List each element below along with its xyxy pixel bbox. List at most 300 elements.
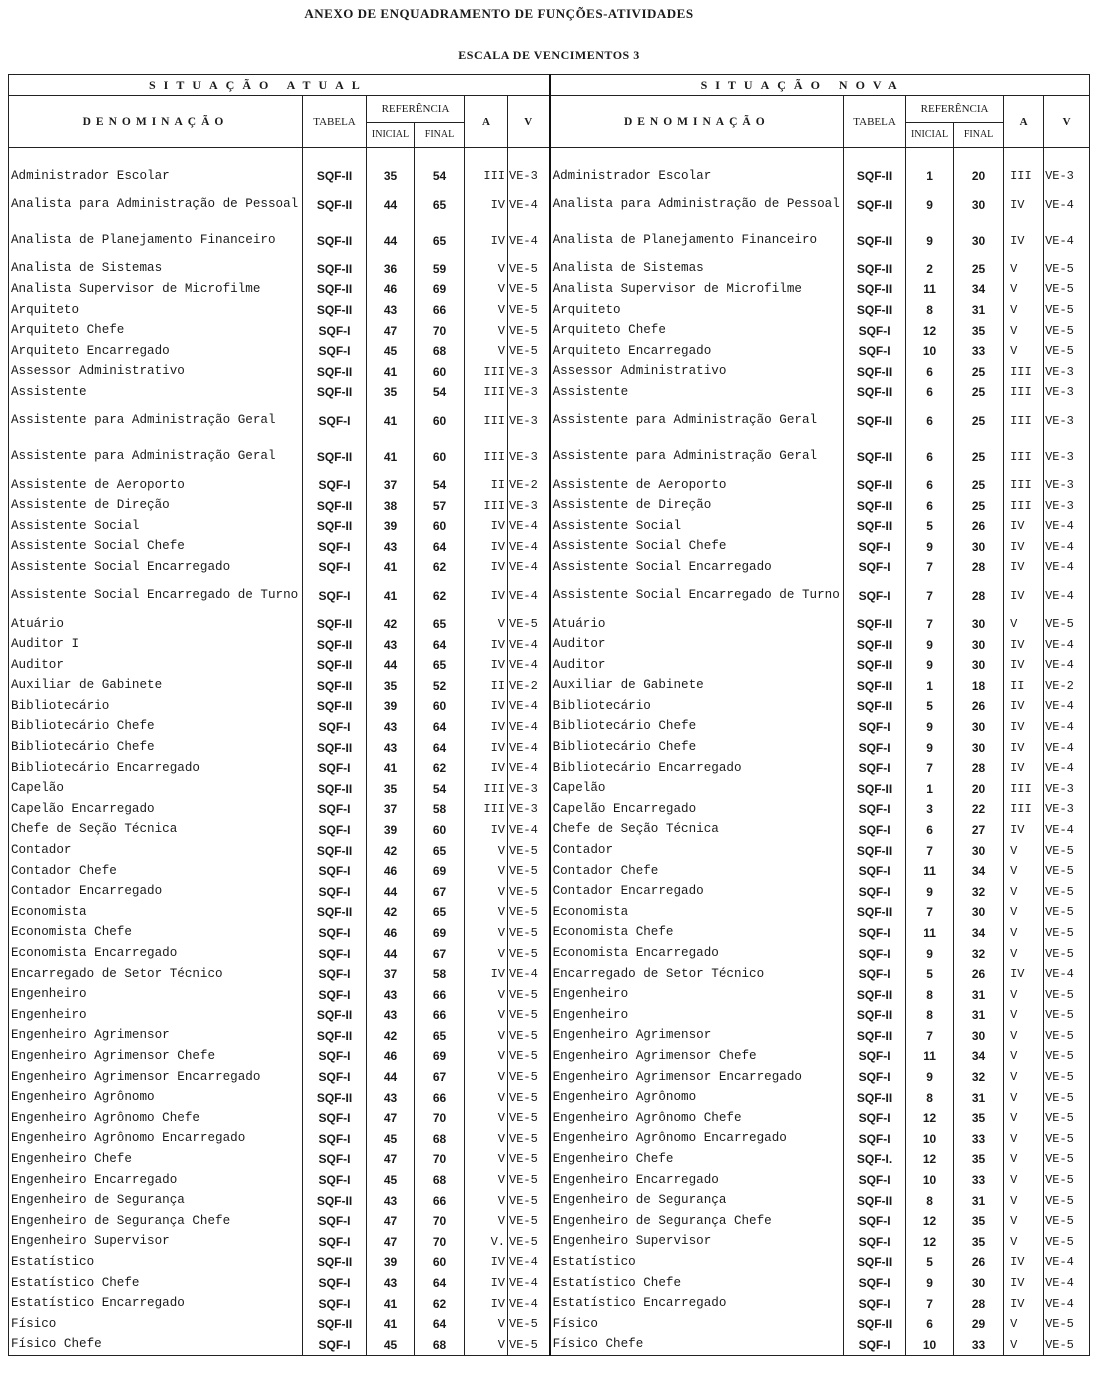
table-row (9, 1108, 1090, 1129)
cell-ref-final-new: 33 (954, 1335, 1004, 1356)
table-row (9, 382, 1090, 403)
cell-a-current: IV (465, 737, 508, 758)
cell-denominacao-new: Engenheiro de Segurança (550, 1190, 844, 1211)
table-row (9, 537, 1090, 558)
cell-tabela-new: SQF-II (844, 778, 906, 799)
cell-ref-inicial-new: 11 (906, 923, 954, 944)
cell-ref-final-new: 32 (954, 1067, 1004, 1088)
cell-ref-final-current: 69 (415, 279, 465, 300)
cell-v-new: VE-4 (1044, 223, 1090, 259)
cell-ref-final-current: 65 (415, 655, 465, 676)
cell-ref-final-current: 66 (415, 1190, 465, 1211)
cell-a-new: III (1004, 799, 1044, 820)
col-tabela-current: TABELA (303, 96, 367, 148)
cell-denominacao-new: Engenheiro Agrônomo Encarregado (550, 1129, 844, 1150)
cell-ref-final-current: 54 (415, 382, 465, 403)
cell-ref-inicial-new: 5 (906, 696, 954, 717)
cell-denominacao-current: Bibliotecário Encarregado (9, 758, 303, 779)
table-row (9, 578, 1090, 614)
cell-v-new: VE-4 (1044, 1252, 1090, 1273)
cell-a-current: III (465, 382, 508, 403)
cell-ref-inicial-current: 37 (367, 799, 415, 820)
cell-ref-final-current: 58 (415, 799, 465, 820)
cell-ref-final-current: 69 (415, 1046, 465, 1067)
cell-v-current: VE-3 (508, 778, 550, 799)
cell-v-current: VE-3 (508, 362, 550, 383)
cell-denominacao-current: Engenheiro Agrônomo Encarregado (9, 1129, 303, 1150)
cell-tabela-new: SQF-II (844, 439, 906, 475)
table-row (9, 778, 1090, 799)
cell-ref-inicial-new: 6 (906, 820, 954, 841)
cell-denominacao-new: Arquiteto Encarregado (550, 341, 844, 362)
cell-tabela-current: SQF-I (303, 799, 367, 820)
cell-ref-final-new: 35 (954, 320, 1004, 341)
cell-a-new: V (1004, 923, 1044, 944)
table-row (9, 1190, 1090, 1211)
cell-denominacao-current: Auditor (9, 655, 303, 676)
cell-ref-inicial-current: 41 (367, 403, 415, 439)
cell-ref-inicial-current: 45 (367, 341, 415, 362)
table-row (9, 758, 1090, 779)
cell-denominacao-current: Economista (9, 902, 303, 923)
cell-a-new: V (1004, 1335, 1044, 1356)
cell-ref-inicial-new: 9 (906, 634, 954, 655)
cell-tabela-new: SQF-II (844, 187, 906, 223)
cell-ref-inicial-current: 44 (367, 943, 415, 964)
cell-ref-inicial-new: 9 (906, 537, 954, 558)
cell-denominacao-new: Atuário (550, 614, 844, 635)
cell-ref-final-new: 25 (954, 495, 1004, 516)
cell-v-current: VE-5 (508, 923, 550, 944)
col-a-new: A (1004, 96, 1044, 148)
cell-tabela-current: SQF-II (303, 676, 367, 697)
cell-v-new: VE-5 (1044, 259, 1090, 280)
cell-v-current: VE-5 (508, 943, 550, 964)
cell-ref-final-new: 22 (954, 799, 1004, 820)
cell-ref-inicial-new: 12 (906, 1232, 954, 1253)
cell-tabela-new: SQF-I (844, 799, 906, 820)
cell-ref-final-new: 30 (954, 223, 1004, 259)
cell-tabela-current: SQF-I (303, 341, 367, 362)
cell-tabela-new: SQF-II (844, 1190, 906, 1211)
cell-a-current: V (465, 1087, 508, 1108)
cell-denominacao-current: Assistente de Direção (9, 495, 303, 516)
cell-tabela-current: SQF-I (303, 557, 367, 578)
cell-a-new: IV (1004, 557, 1044, 578)
cell-v-current: VE-4 (508, 557, 550, 578)
cell-denominacao-current: Engenheiro Supervisor (9, 1232, 303, 1253)
cell-tabela-current: SQF-II (303, 1005, 367, 1026)
cell-ref-final-current: 57 (415, 495, 465, 516)
cell-a-current: V (465, 984, 508, 1005)
cell-a-new: V (1004, 1005, 1044, 1026)
cell-denominacao-current: Engenheiro de Segurança (9, 1190, 303, 1211)
cell-v-new: VE-5 (1044, 1108, 1090, 1129)
cell-v-new: VE-3 (1044, 148, 1090, 187)
cell-ref-final-new: 33 (954, 341, 1004, 362)
cell-tabela-new: SQF-II (844, 279, 906, 300)
cell-ref-inicial-new: 6 (906, 439, 954, 475)
table-row (9, 439, 1090, 475)
cell-ref-inicial-new: 3 (906, 799, 954, 820)
cell-tabela-current: SQF-I (303, 1108, 367, 1129)
cell-ref-final-current: 70 (415, 320, 465, 341)
cell-a-current: III (465, 362, 508, 383)
cell-a-new: V (1004, 1190, 1044, 1211)
cell-ref-inicial-current: 38 (367, 495, 415, 516)
cell-ref-inicial-new: 1 (906, 778, 954, 799)
cell-a-new: IV (1004, 578, 1044, 614)
cell-tabela-new: SQF-I (844, 1067, 906, 1088)
cell-a-current: V (465, 923, 508, 944)
cell-ref-inicial-new: 9 (906, 655, 954, 676)
cell-ref-inicial-new: 9 (906, 223, 954, 259)
cell-v-new: VE-3 (1044, 382, 1090, 403)
cell-ref-final-current: 70 (415, 1149, 465, 1170)
cell-tabela-new: SQF-II (844, 362, 906, 383)
cell-a-current: V (465, 902, 508, 923)
cell-tabela-new: SQF-I (844, 537, 906, 558)
cell-ref-final-current: 60 (415, 696, 465, 717)
cell-ref-inicial-new: 10 (906, 1129, 954, 1150)
cell-ref-inicial-current: 43 (367, 984, 415, 1005)
cell-denominacao-current: Engenheiro Agrônomo (9, 1087, 303, 1108)
cell-tabela-new: SQF-II (844, 516, 906, 537)
cell-v-current: VE-3 (508, 495, 550, 516)
cell-ref-inicial-current: 42 (367, 902, 415, 923)
cell-v-new: VE-5 (1044, 861, 1090, 882)
cell-v-current: VE-5 (508, 861, 550, 882)
cell-ref-final-new: 25 (954, 439, 1004, 475)
cell-ref-inicial-current: 41 (367, 1293, 415, 1314)
cell-a-new: V (1004, 1211, 1044, 1232)
cell-ref-inicial-current: 43 (367, 1005, 415, 1026)
cell-tabela-new: SQF-II (844, 300, 906, 321)
cell-ref-inicial-new: 10 (906, 1170, 954, 1191)
cell-ref-final-new: 35 (954, 1149, 1004, 1170)
cell-v-current: VE-5 (508, 881, 550, 902)
cell-v-current: VE-3 (508, 382, 550, 403)
cell-denominacao-new: Engenheiro Agrimensor Encarregado (550, 1067, 844, 1088)
cell-a-current: V (465, 1108, 508, 1129)
cell-v-current: VE-5 (508, 902, 550, 923)
cell-v-new: VE-5 (1044, 1087, 1090, 1108)
cell-ref-inicial-current: 41 (367, 439, 415, 475)
enquadramento-table (8, 74, 1090, 1356)
cell-v-current: VE-4 (508, 1252, 550, 1273)
cell-v-new: VE-3 (1044, 799, 1090, 820)
cell-tabela-current: SQF-II (303, 516, 367, 537)
cell-ref-inicial-new: 9 (906, 1273, 954, 1294)
cell-denominacao-current: Arquiteto Chefe (9, 320, 303, 341)
cell-tabela-current: SQF-II (303, 1087, 367, 1108)
cell-denominacao-new: Engenheiro Agrimensor Chefe (550, 1046, 844, 1067)
cell-a-current: V (465, 943, 508, 964)
table-row (9, 1273, 1090, 1294)
cell-tabela-current: SQF-I (303, 1232, 367, 1253)
cell-ref-inicial-current: 35 (367, 676, 415, 697)
cell-denominacao-new: Assistente Social (550, 516, 844, 537)
cell-denominacao-new: Estatístico (550, 1252, 844, 1273)
cell-a-current: IV (465, 634, 508, 655)
cell-ref-inicial-new: 7 (906, 758, 954, 779)
cell-v-new: VE-5 (1044, 1149, 1090, 1170)
cell-tabela-new: SQF-I (844, 820, 906, 841)
cell-a-new: IV (1004, 223, 1044, 259)
table-row (9, 799, 1090, 820)
table-row (9, 820, 1090, 841)
cell-tabela-current: SQF-I (303, 1273, 367, 1294)
table-row (9, 1293, 1090, 1314)
cell-a-current: IV (465, 223, 508, 259)
cell-ref-final-current: 58 (415, 964, 465, 985)
cell-v-current: VE-3 (508, 799, 550, 820)
cell-ref-inicial-new: 10 (906, 1335, 954, 1356)
cell-ref-final-new: 18 (954, 676, 1004, 697)
cell-tabela-new: SQF-I (844, 1129, 906, 1150)
cell-v-new: VE-5 (1044, 984, 1090, 1005)
cell-ref-inicial-current: 46 (367, 923, 415, 944)
cell-ref-inicial-current: 46 (367, 861, 415, 882)
cell-ref-final-current: 52 (415, 676, 465, 697)
cell-v-new: VE-3 (1044, 778, 1090, 799)
cell-ref-inicial-current: 43 (367, 537, 415, 558)
cell-a-current: V (465, 320, 508, 341)
cell-ref-inicial-new: 6 (906, 362, 954, 383)
cell-ref-final-current: 62 (415, 557, 465, 578)
cell-denominacao-current: Chefe de Seção Técnica (9, 820, 303, 841)
cell-v-current: VE-5 (508, 1005, 550, 1026)
cell-ref-inicial-current: 47 (367, 1232, 415, 1253)
cell-ref-inicial-new: 7 (906, 840, 954, 861)
cell-ref-final-new: 30 (954, 1026, 1004, 1047)
cell-ref-inicial-new: 1 (906, 676, 954, 697)
cell-denominacao-current: Auditor I (9, 634, 303, 655)
cell-ref-final-new: 26 (954, 696, 1004, 717)
cell-v-new: VE-4 (1044, 516, 1090, 537)
cell-a-new: V (1004, 1087, 1044, 1108)
cell-denominacao-current: Engenheiro Agrimensor Encarregado (9, 1067, 303, 1088)
cell-tabela-current: SQF-II (303, 778, 367, 799)
cell-a-new: V (1004, 943, 1044, 964)
table-row (9, 187, 1090, 223)
cell-a-new: V (1004, 320, 1044, 341)
cell-ref-inicial-new: 7 (906, 614, 954, 635)
cell-ref-inicial-current: 41 (367, 1314, 415, 1335)
cell-denominacao-current: Arquiteto (9, 300, 303, 321)
cell-ref-final-current: 62 (415, 1293, 465, 1314)
cell-a-current: V (465, 1149, 508, 1170)
cell-v-current: VE-3 (508, 439, 550, 475)
cell-a-current: V (465, 1005, 508, 1026)
cell-tabela-new: SQF-II (844, 1252, 906, 1273)
cell-a-current: V (465, 1314, 508, 1335)
cell-v-current: VE-4 (508, 223, 550, 259)
cell-ref-inicial-current: 45 (367, 1170, 415, 1191)
cell-ref-inicial-current: 43 (367, 300, 415, 321)
cell-a-new: V (1004, 1108, 1044, 1129)
cell-denominacao-current: Contador (9, 840, 303, 861)
cell-ref-final-current: 65 (415, 840, 465, 861)
cell-tabela-new: SQF-I (844, 341, 906, 362)
cell-tabela-new: SQF-I (844, 964, 906, 985)
cell-denominacao-new: Assessor Administrativo (550, 362, 844, 383)
cell-v-current: VE-4 (508, 516, 550, 537)
cell-denominacao-current: Físico Chefe (9, 1335, 303, 1356)
cell-tabela-current: SQF-II (303, 187, 367, 223)
cell-denominacao-new: Economista Chefe (550, 923, 844, 944)
cell-denominacao-new: Assistente de Aeroporto (550, 475, 844, 496)
cell-ref-inicial-current: 35 (367, 382, 415, 403)
cell-v-current: VE-5 (508, 279, 550, 300)
cell-ref-final-current: 65 (415, 187, 465, 223)
cell-ref-final-current: 60 (415, 403, 465, 439)
cell-a-current: IV (465, 187, 508, 223)
table-row (9, 943, 1090, 964)
cell-v-new: VE-5 (1044, 320, 1090, 341)
cell-ref-final-new: 34 (954, 923, 1004, 944)
cell-v-current: VE-5 (508, 1087, 550, 1108)
cell-denominacao-current: Assistente para Administração Geral (9, 439, 303, 475)
cell-denominacao-new: Arquiteto Chefe (550, 320, 844, 341)
cell-v-new: VE-3 (1044, 439, 1090, 475)
cell-denominacao-new: Engenheiro Agrônomo Chefe (550, 1108, 844, 1129)
cell-ref-final-current: 60 (415, 516, 465, 537)
cell-a-new: V (1004, 840, 1044, 861)
table-row (9, 259, 1090, 280)
cell-denominacao-current: Assistente Social Encarregado de Turno (9, 578, 303, 614)
cell-denominacao-new: Físico Chefe (550, 1335, 844, 1356)
table-row (9, 279, 1090, 300)
cell-ref-inicial-new: 7 (906, 557, 954, 578)
cell-v-new: VE-4 (1044, 634, 1090, 655)
cell-tabela-new: SQF-II (844, 840, 906, 861)
cell-ref-final-current: 67 (415, 881, 465, 902)
cell-tabela-new: SQF-II (844, 696, 906, 717)
cell-tabela-current: SQF-II (303, 300, 367, 321)
cell-tabela-current: SQF-II (303, 696, 367, 717)
cell-ref-inicial-current: 39 (367, 696, 415, 717)
cell-v-current: VE-2 (508, 475, 550, 496)
cell-a-new: II (1004, 676, 1044, 697)
cell-denominacao-new: Assistente Social Encarregado (550, 557, 844, 578)
cell-v-new: VE-5 (1044, 1314, 1090, 1335)
cell-ref-final-new: 28 (954, 557, 1004, 578)
cell-denominacao-current: Bibliotecário Chefe (9, 737, 303, 758)
cell-ref-inicial-current: 44 (367, 223, 415, 259)
cell-v-current: VE-4 (508, 655, 550, 676)
cell-tabela-new: SQF-II (844, 984, 906, 1005)
cell-ref-inicial-new: 9 (906, 737, 954, 758)
cell-v-new: VE-5 (1044, 923, 1090, 944)
cell-a-new: V (1004, 861, 1044, 882)
cell-v-current: VE-4 (508, 634, 550, 655)
cell-tabela-current: SQF-II (303, 614, 367, 635)
cell-tabela-current: SQF-II (303, 1026, 367, 1047)
cell-ref-inicial-new: 8 (906, 984, 954, 1005)
cell-ref-inicial-current: 43 (367, 717, 415, 738)
cell-a-new: V (1004, 1046, 1044, 1067)
cell-v-new: VE-5 (1044, 943, 1090, 964)
cell-a-current: V (465, 1335, 508, 1356)
cell-ref-final-current: 64 (415, 634, 465, 655)
cell-ref-inicial-new: 5 (906, 1252, 954, 1273)
cell-ref-final-current: 70 (415, 1108, 465, 1129)
cell-ref-final-new: 25 (954, 382, 1004, 403)
cell-v-new: VE-4 (1044, 717, 1090, 738)
cell-a-new: IV (1004, 655, 1044, 676)
cell-a-current: II (465, 676, 508, 697)
cell-ref-inicial-new: 10 (906, 341, 954, 362)
cell-ref-final-current: 64 (415, 537, 465, 558)
cell-v-new: VE-3 (1044, 495, 1090, 516)
cell-ref-inicial-new: 6 (906, 1314, 954, 1335)
cell-v-current: VE-5 (508, 1046, 550, 1067)
cell-v-new: VE-4 (1044, 758, 1090, 779)
cell-denominacao-current: Capelão (9, 778, 303, 799)
cell-v-new: VE-4 (1044, 557, 1090, 578)
cell-ref-final-new: 27 (954, 820, 1004, 841)
cell-tabela-new: SQF-II (844, 223, 906, 259)
cell-tabela-new: SQF-I (844, 1211, 906, 1232)
cell-tabela-current: SQF-I (303, 578, 367, 614)
table-row (9, 923, 1090, 944)
cell-ref-inicial-current: 41 (367, 758, 415, 779)
cell-ref-final-new: 31 (954, 1005, 1004, 1026)
cell-ref-final-current: 70 (415, 1211, 465, 1232)
cell-v-current: VE-4 (508, 717, 550, 738)
cell-ref-inicial-new: 12 (906, 1211, 954, 1232)
cell-denominacao-current: Engenheiro Agrimensor (9, 1026, 303, 1047)
cell-ref-final-current: 54 (415, 475, 465, 496)
cell-ref-final-new: 33 (954, 1129, 1004, 1150)
cell-v-current: VE-4 (508, 696, 550, 717)
cell-denominacao-new: Engenheiro Supervisor (550, 1232, 844, 1253)
cell-ref-inicial-new: 11 (906, 1046, 954, 1067)
cell-ref-inicial-current: 42 (367, 840, 415, 861)
cell-denominacao-current: Bibliotecário Chefe (9, 717, 303, 738)
cell-tabela-new: SQF-I (844, 1293, 906, 1314)
cell-tabela-new: SQF-II (844, 676, 906, 697)
cell-tabela-current: SQF-II (303, 737, 367, 758)
cell-denominacao-new: Bibliotecário Chefe (550, 737, 844, 758)
cell-ref-final-current: 62 (415, 758, 465, 779)
cell-tabela-current: SQF-I (303, 1293, 367, 1314)
cell-ref-inicial-current: 47 (367, 1211, 415, 1232)
cell-tabela-new: SQF-II (844, 495, 906, 516)
table-row (9, 516, 1090, 537)
col-referencia-new: REFERÊNCIA (906, 96, 1004, 123)
cell-ref-final-current: 65 (415, 223, 465, 259)
cell-ref-inicial-current: 44 (367, 881, 415, 902)
cell-tabela-current: SQF-II (303, 279, 367, 300)
col-v-new: V (1044, 96, 1090, 148)
cell-ref-inicial-new: 6 (906, 382, 954, 403)
cell-v-current: VE-5 (508, 984, 550, 1005)
cell-denominacao-new: Auditor (550, 655, 844, 676)
cell-tabela-current: SQF-II (303, 439, 367, 475)
cell-denominacao-new: Bibliotecário Chefe (550, 717, 844, 738)
cell-ref-inicial-new: 7 (906, 1293, 954, 1314)
cell-tabela-new: SQF-I. (844, 1149, 906, 1170)
cell-v-new: VE-5 (1044, 341, 1090, 362)
cell-tabela-current: SQF-I (303, 403, 367, 439)
cell-denominacao-current: Assistente Social Chefe (9, 537, 303, 558)
cell-a-current: V (465, 341, 508, 362)
cell-ref-final-current: 62 (415, 578, 465, 614)
cell-ref-final-current: 54 (415, 778, 465, 799)
cell-ref-inicial-new: 9 (906, 187, 954, 223)
